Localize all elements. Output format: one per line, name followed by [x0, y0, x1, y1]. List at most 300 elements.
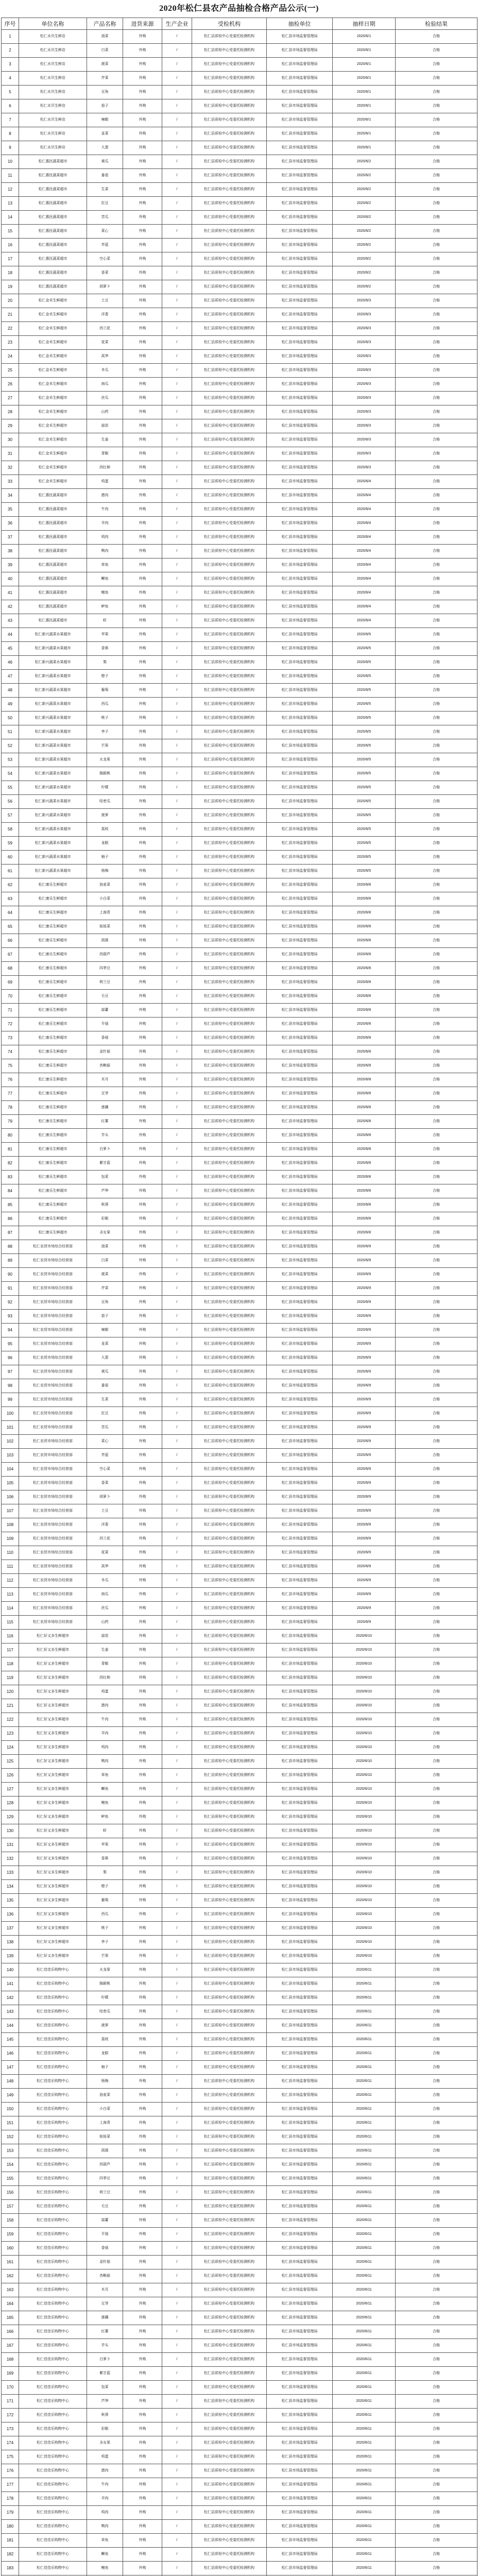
cell-sampler: 松仁县市场监督管理局: [267, 558, 333, 572]
cell-product: 木耳: [87, 1073, 123, 1087]
cell-unit-name: 松仁新兴蔬菜水果超市: [19, 851, 87, 865]
cell-date: 2020/6/2: [333, 225, 396, 239]
cell-producer: /: [162, 1031, 192, 1045]
cell-unit-name: 松仁惠民蔬菜超市: [19, 169, 87, 183]
cell-sampler: 松仁县市场监督管理局: [267, 1546, 333, 1560]
cell-unit-name: 松仁佳佳乐购物中心: [19, 2478, 87, 2492]
cell-source: 外购: [123, 865, 162, 878]
col-header: 产品名称: [87, 18, 123, 30]
cell-producer: /: [162, 2436, 192, 2450]
cell-agency: 松仁县质检中心受委托检测机构: [192, 698, 267, 711]
cell-producer: /: [162, 183, 192, 197]
cell-unit-name: 松仁佳佳乐购物中心: [19, 2367, 87, 2381]
cell-source: 外购: [123, 364, 162, 378]
cell-agency: 松仁县质检中心受委托检测机构: [192, 1198, 267, 1212]
cell-product: 番茄: [87, 1379, 123, 1393]
cell-unit-name: 松仁康乐生鲜超市: [19, 1045, 87, 1059]
table-row: [2, 1574, 477, 1588]
cell-agency: 松仁县质检中心受委托检测机构: [192, 475, 267, 489]
cell-unit-name: 松仁好又多生鲜超市: [19, 1755, 87, 1769]
cell-result: 合格: [396, 2409, 477, 2422]
cell-agency: 松仁县质检中心受委托检测机构: [192, 2144, 267, 2158]
cell-product: 牛肉: [87, 503, 123, 517]
cell-sampler: 松仁县市场监督管理局: [267, 2172, 333, 2186]
cell-unit-name: 松仁农贸市场综合经营部: [19, 1435, 87, 1449]
cell-producer: /: [162, 809, 192, 823]
cell-date: 2020/6/3: [333, 419, 396, 433]
cell-date: 2020/6/4: [333, 586, 396, 600]
table-row: [2, 30, 477, 44]
col-header: 生产企业: [162, 18, 192, 30]
cell-index: 139: [2, 1950, 19, 1963]
cell-sampler: 松仁县市场监督管理局: [267, 892, 333, 906]
cell-producer: /: [162, 378, 192, 392]
cell-date: 2020/6/10: [333, 1838, 396, 1852]
cell-source: 外购: [123, 906, 162, 920]
cell-result: 合格: [396, 197, 477, 211]
cell-unit-name: 松仁农贸市场综合经营部: [19, 1518, 87, 1532]
table-row: [2, 419, 477, 433]
table-row: [2, 1810, 477, 1824]
cell-agency: 松仁县质检中心受委托检测机构: [192, 2047, 267, 2061]
cell-producer: /: [162, 892, 192, 906]
cell-producer: /: [162, 767, 192, 781]
cell-index: 170: [2, 2381, 19, 2395]
cell-result: 合格: [396, 2353, 477, 2367]
cell-product: 娃娃菜: [87, 2130, 123, 2144]
cell-source: 外购: [123, 2436, 162, 2450]
cell-index: 97: [2, 1365, 19, 1379]
cell-source: 外购: [123, 2005, 162, 2019]
cell-sampler: 松仁县市场监督管理局: [267, 1115, 333, 1129]
cell-product: 辣椒: [87, 113, 123, 127]
cell-unit-name: 松仁金禾生鲜超市: [19, 364, 87, 378]
cell-unit-name: 松仁佳佳乐购物中心: [19, 2172, 87, 2186]
cell-source: 外购: [123, 1212, 162, 1226]
table-row: [2, 1671, 477, 1685]
cell-producer: /: [162, 1268, 192, 1282]
cell-source: 外购: [123, 2214, 162, 2228]
cell-sampler: 松仁县市场监督管理局: [267, 2297, 333, 2311]
cell-agency: 松仁县质检中心受委托检测机构: [192, 1045, 267, 1059]
cell-agency: 松仁县质检中心受委托检测机构: [192, 1713, 267, 1727]
cell-index: 115: [2, 1616, 19, 1630]
cell-index: 93: [2, 1310, 19, 1324]
table-row: [2, 531, 477, 545]
cell-agency: 松仁县质检中心受委托检测机构: [192, 558, 267, 572]
cell-producer: /: [162, 1532, 192, 1546]
cell-source: 外购: [123, 1171, 162, 1184]
cell-result: 合格: [396, 545, 477, 558]
cell-unit-name: 松仁农贸市场综合经营部: [19, 1574, 87, 1588]
cell-agency: 松仁县质检中心受委托检测机构: [192, 1129, 267, 1143]
cell-producer: /: [162, 823, 192, 837]
cell-date: 2020/6/2: [333, 252, 396, 266]
cell-result: 合格: [396, 1810, 477, 1824]
cell-sampler: 松仁县市场监督管理局: [267, 1588, 333, 1602]
cell-result: 合格: [396, 2075, 477, 2089]
cell-producer: /: [162, 1546, 192, 1560]
cell-producer: /: [162, 1671, 192, 1685]
cell-date: 2020/6/4: [333, 531, 396, 545]
cell-unit-name: 松仁佳佳乐购物中心: [19, 2116, 87, 2130]
cell-index: 137: [2, 1922, 19, 1936]
cell-result: 合格: [396, 433, 477, 447]
cell-index: 89: [2, 1254, 19, 1268]
cell-result: 合格: [396, 2381, 477, 2395]
cell-sampler: 松仁县市场监督管理局: [267, 906, 333, 920]
cell-date: 2020/6/4: [333, 517, 396, 531]
cell-unit-name: 松仁康乐生鲜超市: [19, 1004, 87, 1018]
cell-sampler: 松仁县市场监督管理局: [267, 2534, 333, 2548]
cell-producer: /: [162, 837, 192, 851]
cell-product: 山药: [87, 405, 123, 419]
cell-date: 2020/6/5: [333, 739, 396, 753]
cell-agency: 松仁县质检中心受委托检测机构: [192, 1518, 267, 1532]
cell-index: 6: [2, 99, 19, 113]
table-row: [2, 878, 477, 892]
cell-index: 162: [2, 2269, 19, 2283]
cell-product: 花菜: [87, 1546, 123, 1560]
cell-source: 外购: [123, 475, 162, 489]
cell-sampler: 松仁县市场监督管理局: [267, 405, 333, 419]
cell-sampler: 松仁县市场监督管理局: [267, 1184, 333, 1198]
cell-result: 合格: [396, 572, 477, 586]
cell-unit-name: 松仁惠民蔬菜超市: [19, 211, 87, 225]
cell-date: 2020/6/1: [333, 86, 396, 99]
cell-result: 合格: [396, 1351, 477, 1365]
cell-unit-name: 松仁惠民蔬菜超市: [19, 252, 87, 266]
cell-product: 黄瓜: [87, 1365, 123, 1379]
cell-product: 葡萄: [87, 684, 123, 698]
cell-agency: 松仁县质检中心受委托检测机构: [192, 419, 267, 433]
cell-date: 2020/6/11: [333, 2075, 396, 2089]
cell-sampler: 松仁县市场监督管理局: [267, 489, 333, 503]
cell-date: 2020/6/11: [333, 2269, 396, 2283]
cell-index: 36: [2, 517, 19, 531]
table-row: [2, 2520, 477, 2534]
cell-sampler: 松仁县市场监督管理局: [267, 1991, 333, 2005]
cell-index: 33: [2, 475, 19, 489]
cell-date: 2020/6/9: [333, 1435, 396, 1449]
cell-sampler: 松仁县市场监督管理局: [267, 531, 333, 545]
cell-date: 2020/6/5: [333, 753, 396, 767]
cell-source: 外购: [123, 1852, 162, 1866]
cell-unit-name: 松仁好又多生鲜超市: [19, 1671, 87, 1685]
table-row: [2, 266, 477, 280]
cell-result: 合格: [396, 1337, 477, 1351]
cell-agency: 松仁县质检中心受委托检测机构: [192, 461, 267, 475]
cell-source: 外购: [123, 1115, 162, 1129]
cell-product: 茄子: [87, 1310, 123, 1324]
cell-unit-name: 松仁农贸市场综合经营部: [19, 1546, 87, 1560]
cell-date: 2020/6/9: [333, 1365, 396, 1379]
cell-result: 合格: [396, 2144, 477, 2158]
cell-product: 杏鲍菇: [87, 1059, 123, 1073]
table-row: [2, 1101, 477, 1115]
cell-producer: /: [162, 211, 192, 225]
table-row: [2, 656, 477, 670]
cell-source: 外购: [123, 684, 162, 698]
cell-source: 外购: [123, 2075, 162, 2089]
cell-index: 72: [2, 1018, 19, 1031]
cell-product: 柚子: [87, 851, 123, 865]
cell-unit-name: 松仁佳佳乐购物中心: [19, 2186, 87, 2200]
cell-source: 外购: [123, 2172, 162, 2186]
cell-product: 豆角: [87, 86, 123, 99]
cell-agency: 松仁县质检中心受委托检测机构: [192, 2172, 267, 2186]
cell-product: 秋葵: [87, 1198, 123, 1212]
cell-result: 合格: [396, 1031, 477, 1045]
cell-date: 2020/6/8: [333, 1143, 396, 1157]
cell-source: 外购: [123, 169, 162, 183]
cell-agency: 松仁县质检中心受委托检测机构: [192, 2548, 267, 2562]
cell-producer: /: [162, 419, 192, 433]
table-row: [2, 865, 477, 878]
cell-source: 外购: [123, 2228, 162, 2242]
cell-agency: 松仁县质检中心受委托检测机构: [192, 1184, 267, 1198]
cell-unit-name: 松仁康乐生鲜超市: [19, 934, 87, 948]
cell-product: 豆芽: [87, 1087, 123, 1101]
cell-sampler: 松仁县市场监督管理局: [267, 753, 333, 767]
cell-sampler: 松仁县市场监督管理局: [267, 2116, 333, 2130]
cell-agency: 松仁县质检中心受委托检测机构: [192, 2116, 267, 2130]
cell-product: 芋头: [87, 1129, 123, 1143]
cell-product: 油麦菜: [87, 878, 123, 892]
cell-date: 2020/6/10: [333, 1936, 396, 1950]
cell-unit-name: 松仁农贸市场综合经营部: [19, 1393, 87, 1407]
cell-product: 香菜: [87, 266, 123, 280]
table-row: [2, 1351, 477, 1365]
cell-index: 114: [2, 1602, 19, 1616]
cell-product: 西兰花: [87, 1532, 123, 1546]
table-row: [2, 503, 477, 517]
cell-index: 66: [2, 934, 19, 948]
cell-source: 外购: [123, 1073, 162, 1087]
cell-agency: 松仁县质检中心受委托检测机构: [192, 2367, 267, 2381]
cell-agency: 松仁县质检中心受委托检测机构: [192, 2103, 267, 2116]
table-row: [2, 1838, 477, 1852]
cell-agency: 松仁县质检中心受委托检测机构: [192, 1212, 267, 1226]
cell-unit-name: 松仁水贝生鲜店: [19, 99, 87, 113]
table-row: [2, 378, 477, 392]
cell-source: 外购: [123, 113, 162, 127]
cell-agency: 松仁县质检中心受委托检测机构: [192, 962, 267, 976]
table-row: [2, 1936, 477, 1950]
cell-agency: 松仁县质检中心受委托检测机构: [192, 684, 267, 698]
cell-source: 外购: [123, 1546, 162, 1560]
cell-date: 2020/6/9: [333, 1337, 396, 1351]
cell-producer: /: [162, 976, 192, 990]
cell-unit-name: 松仁佳佳乐购物中心: [19, 2228, 87, 2242]
table-row: [2, 2269, 477, 2283]
cell-result: 合格: [396, 656, 477, 670]
cell-unit-name: 松仁佳佳乐购物中心: [19, 2283, 87, 2297]
cell-product: 荷兰豆: [87, 976, 123, 990]
cell-result: 合格: [396, 948, 477, 962]
cell-sampler: 松仁县市场监督管理局: [267, 670, 333, 684]
cell-source: 外购: [123, 823, 162, 837]
cell-source: 外购: [123, 2033, 162, 2047]
cell-product: 红薯: [87, 1115, 123, 1129]
cell-agency: 松仁县质检中心受委托检测机构: [192, 1602, 267, 1616]
cell-source: 外购: [123, 1574, 162, 1588]
cell-sampler: 松仁县市场监督管理局: [267, 934, 333, 948]
cell-unit-name: 松仁惠民蔬菜超市: [19, 586, 87, 600]
cell-unit-name: 松仁佳佳乐购物中心: [19, 2562, 87, 2575]
cell-product: 山药: [87, 1616, 123, 1630]
cell-unit-name: 松仁新兴蔬菜水果超市: [19, 684, 87, 698]
cell-date: 2020/6/4: [333, 600, 396, 614]
cell-producer: /: [162, 1894, 192, 1908]
cell-source: 外购: [123, 419, 162, 433]
cell-date: 2020/6/9: [333, 1616, 396, 1630]
table-row: [2, 1894, 477, 1908]
cell-date: 2020/6/9: [333, 1588, 396, 1602]
cell-index: 164: [2, 2297, 19, 2311]
cell-source: 外购: [123, 2061, 162, 2075]
cell-agency: 松仁县质检中心受委托检测机构: [192, 851, 267, 865]
cell-sampler: 松仁县市场监督管理局: [267, 239, 333, 252]
cell-producer: /: [162, 1463, 192, 1477]
cell-producer: /: [162, 2019, 192, 2033]
cell-date: 2020/6/10: [333, 1741, 396, 1755]
cell-index: 117: [2, 1643, 19, 1657]
table-row: [2, 322, 477, 336]
cell-result: 合格: [396, 2047, 477, 2061]
cell-result: 合格: [396, 1950, 477, 1963]
cell-result: 合格: [396, 1699, 477, 1713]
cell-product: 鲫鱼: [87, 2548, 123, 2562]
table-row: [2, 2075, 477, 2089]
cell-date: 2020/6/9: [333, 1449, 396, 1463]
cell-agency: 松仁县质检中心受委托检测机构: [192, 1852, 267, 1866]
cell-product: 毛豆: [87, 2200, 123, 2214]
cell-index: 99: [2, 1393, 19, 1407]
cell-result: 合格: [396, 628, 477, 642]
table-row: [2, 1713, 477, 1727]
cell-index: 32: [2, 461, 19, 475]
cell-result: 合格: [396, 2562, 477, 2575]
cell-sampler: 松仁县市场监督管理局: [267, 2144, 333, 2158]
cell-result: 合格: [396, 1240, 477, 1254]
cell-source: 外购: [123, 350, 162, 364]
cell-producer: /: [162, 2144, 192, 2158]
cell-sampler: 松仁县市场监督管理局: [267, 99, 333, 113]
cell-sampler: 松仁县市场监督管理局: [267, 2381, 333, 2395]
cell-agency: 松仁县质检中心受委托检测机构: [192, 1838, 267, 1852]
cell-date: 2020/6/11: [333, 1963, 396, 1977]
cell-agency: 松仁县质检中心受委托检测机构: [192, 1421, 267, 1435]
cell-source: 外购: [123, 1643, 162, 1657]
cell-result: 合格: [396, 2019, 477, 2033]
cell-agency: 松仁县质检中心受委托检测机构: [192, 2422, 267, 2436]
table-row: [2, 1616, 477, 1630]
table-row: [2, 2311, 477, 2325]
cell-source: 外购: [123, 2339, 162, 2353]
cell-source: 外购: [123, 1824, 162, 1838]
table-row: [2, 684, 477, 698]
cell-unit-name: 松仁惠民蔬菜超市: [19, 155, 87, 169]
cell-index: 160: [2, 2242, 19, 2256]
cell-sampler: 松仁县市场监督管理局: [267, 1880, 333, 1894]
cell-product: 紫甘蓝: [87, 1157, 123, 1171]
cell-result: 合格: [396, 990, 477, 1004]
cell-agency: 松仁县质检中心受委托检测机构: [192, 2186, 267, 2200]
cell-sampler: 松仁县市场监督管理局: [267, 392, 333, 405]
table-row: [2, 99, 477, 113]
cell-sampler: 松仁县市场监督管理局: [267, 44, 333, 58]
cell-date: 2020/6/2: [333, 239, 396, 252]
cell-unit-name: 松仁康乐生鲜超市: [19, 906, 87, 920]
table-row: [2, 795, 477, 809]
cell-producer: /: [162, 1324, 192, 1337]
cell-unit-name: 松仁农贸市场综合经营部: [19, 1310, 87, 1324]
cell-result: 合格: [396, 1852, 477, 1866]
cell-product: 莴笋: [87, 1560, 123, 1574]
cell-result: 合格: [396, 155, 477, 169]
cell-unit-name: 松仁新兴蔬菜水果超市: [19, 781, 87, 795]
cell-sampler: 松仁县市场监督管理局: [267, 1073, 333, 1087]
cell-index: 81: [2, 1143, 19, 1157]
cell-source: 外购: [123, 1101, 162, 1115]
table-row: [2, 976, 477, 990]
cell-sampler: 松仁县市场监督管理局: [267, 2492, 333, 2506]
cell-sampler: 松仁县市场监督管理局: [267, 2311, 333, 2325]
cell-agency: 松仁县质检中心受委托检测机构: [192, 1977, 267, 1991]
cell-result: 合格: [396, 2033, 477, 2047]
cell-agency: 松仁县质检中心受委托检测机构: [192, 767, 267, 781]
col-header: 抽检单位: [267, 18, 333, 30]
table-row: [2, 44, 477, 58]
table-row: [2, 990, 477, 1004]
cell-product: 桃子: [87, 1922, 123, 1936]
cell-date: 2020/6/9: [333, 1546, 396, 1560]
cell-unit-name: 松仁好又多生鲜超市: [19, 1950, 87, 1963]
cell-agency: 松仁县质检中心受委托检测机构: [192, 1532, 267, 1546]
table-row: [2, 1393, 477, 1407]
cell-agency: 松仁县质检中心受委托检测机构: [192, 2492, 267, 2506]
cell-producer: /: [162, 851, 192, 865]
cell-agency: 松仁县质检中心受委托检测机构: [192, 155, 267, 169]
cell-producer: /: [162, 2478, 192, 2492]
cell-product: 梨: [87, 1866, 123, 1880]
cell-agency: 松仁县质检中心受委托检测机构: [192, 1657, 267, 1671]
cell-date: 2020/6/8: [333, 920, 396, 934]
cell-date: 2020/6/10: [333, 1755, 396, 1769]
cell-result: 合格: [396, 447, 477, 461]
cell-index: 59: [2, 837, 19, 851]
cell-result: 合格: [396, 2256, 477, 2269]
cell-result: 合格: [396, 767, 477, 781]
cell-agency: 松仁县质检中心受委托检测机构: [192, 1059, 267, 1073]
cell-result: 合格: [396, 1045, 477, 1059]
cell-product: 柚子: [87, 2061, 123, 2075]
cell-date: 2020/6/1: [333, 113, 396, 127]
cell-source: 外购: [123, 711, 162, 725]
cell-agency: 松仁县质检中心受委托检测机构: [192, 2506, 267, 2520]
cell-agency: 松仁县质检中心受委托检测机构: [192, 1643, 267, 1657]
col-header: 单位名称: [19, 18, 87, 30]
cell-unit-name: 松仁佳佳乐购物中心: [19, 2061, 87, 2075]
cell-agency: 松仁县质检中心受委托检测机构: [192, 781, 267, 795]
table-row: [2, 72, 477, 86]
cell-index: 132: [2, 1852, 19, 1866]
cell-unit-name: 松仁农贸市场综合经营部: [19, 1421, 87, 1435]
cell-product: 羊肉: [87, 2492, 123, 2506]
table-row: [2, 2186, 477, 2200]
cell-source: 外购: [123, 1018, 162, 1031]
